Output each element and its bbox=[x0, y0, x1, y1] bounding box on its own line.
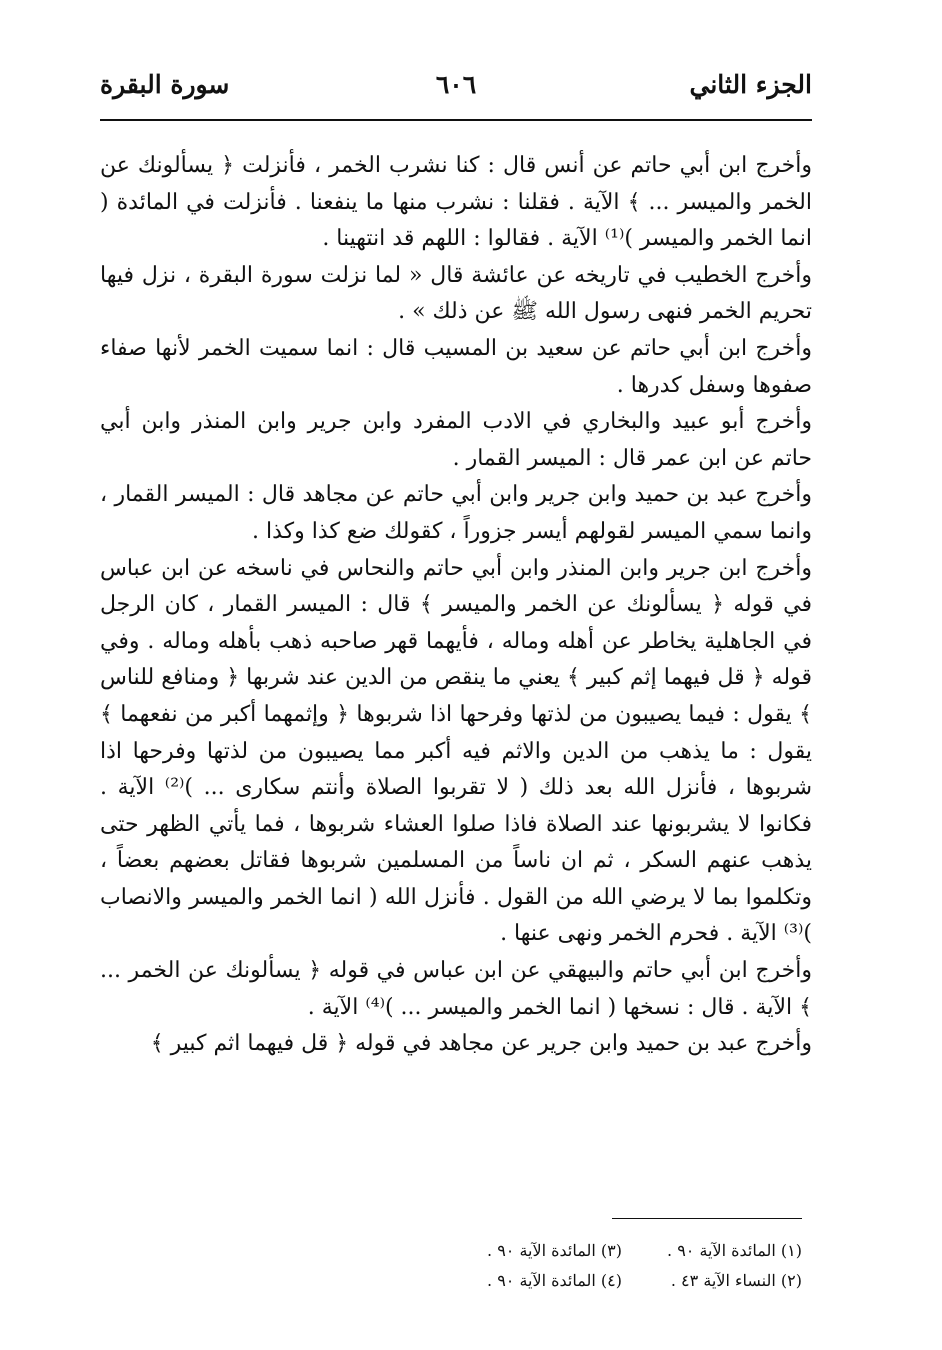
page-header bbox=[100, 70, 812, 110]
main-text bbox=[100, 148, 812, 1063]
paragraph: وأخرج ابن جرير وابن المنذر وابن أبي حاتم والنحاس في ناسخه عن ابن عباس في قوله ﴿ يسألونك عن الخمر والميسر ﴾ قال : الميسر القمار ، كان الرجل في الجاهلية يخاطر عن أهله وماله ، فأيهما قهر صاحبه ذهب بأهله وماله . وفي قوله ﴿ قل فيهما إثم كبير ﴾ يعني ما ينقص من الدين عند شربها ﴿ ومنافع للناس ﴾ يقول : فيما يصيبون من لذتها وفرحها اذا شربوها ﴿ وإثمهما أكبر من نفعهما ﴾ يقول : ما يذهب من الدين والاثم فيه أكبر مما يصيبون من لذتها وفرحها اذا شربوها ، فأنزل الله بعد ذلك ( لا تقربوا الصلاة وأنتم سكارى ... )⁽²⁾ الآية . فكانوا لا يشربونها عند الصلاة فاذا صلوا العشاء شربوها ، فما يأتي الظهر حتى يذهب عنهم السكر ، ثم ان ناساً من المسلمين شربوها فقاتل بعضهم بعضاً ، وتكلموا بما لا يرضي الله من القول . فأنزل الله ( انما الخمر والميسر والانصاب )⁽³⁾ الآية . فحرم الخمر ونهى عنها . bbox=[100, 555, 812, 947]
footnote-column bbox=[642, 1236, 802, 1296]
footnote: (٣) المائدة الآية ٩٠ . bbox=[487, 1241, 622, 1260]
paragraph: وأخرج أبو عبيد والبخاري في الادب المفرد وابن جرير وابن المنذر وابن أبي حاتم عن ابن عمر قال : الميسر القمار . bbox=[100, 409, 812, 471]
part-title: الجزء الثاني bbox=[689, 70, 812, 99]
page-number: ٦٠٦ bbox=[435, 70, 477, 99]
surah-title: سورة البقرة bbox=[100, 70, 230, 99]
footnote: (١) المائدة الآية ٩٠ . bbox=[667, 1241, 802, 1260]
footnote-rule bbox=[612, 1218, 802, 1219]
paragraph: وأخرج عبد بن حميد وابن جرير وابن أبي حاتم عن مجاهد قال : الميسر القمار ، وانما سمي الميسر لقولهم أيسر جزوراً ، كقولك ضع كذا وكذا . bbox=[100, 482, 812, 544]
paragraph: وأخرج ابن أبي حاتم عن سعيد بن المسيب قال : انما سميت الخمر لأنها صفاء صفوها وسفل كدرها . bbox=[100, 335, 812, 398]
header-rule bbox=[100, 119, 812, 121]
paragraph: وأخرج ابن أبي حاتم عن أنس قال : كنا نشرب الخمر ، فأنزلت ﴿ يسألونك عن الخمر والميسر ... ﴾ الآية . فقلنا : نشرب منها ما ينفعنا . فأنزلت في المائدة ( انما الخمر والميسر )⁽¹⁾ الآية . فقالوا : اللهم قد انتهينا . bbox=[100, 153, 813, 252]
paragraph: وأخرج الخطيب في تاريخه عن عائشة قال « لما نزلت سورة البقرة ، نزل فيها تحريم الخمر فنهى رسول الله ﷺ عن ذلك » . bbox=[100, 262, 812, 325]
footnote: (٤) المائدة الآية ٩٠ . bbox=[487, 1271, 622, 1290]
paragraph: وأخرج عبد بن حميد وابن جرير عن مجاهد في قوله ﴿ قل فيهما اثم كبير ﴾ bbox=[150, 1031, 812, 1057]
footnote-column bbox=[442, 1236, 622, 1296]
footnote: (٢) النساء الآية ٤٣ . bbox=[670, 1271, 802, 1290]
paragraph: وأخرج ابن أبي حاتم والبيهقي عن ابن عباس في قوله ﴿ يسألونك عن الخمر ... ﴾ الآية . قال : نسخها ( انما الخمر والميسر ... )⁽⁴⁾ الآية . bbox=[100, 958, 812, 1020]
